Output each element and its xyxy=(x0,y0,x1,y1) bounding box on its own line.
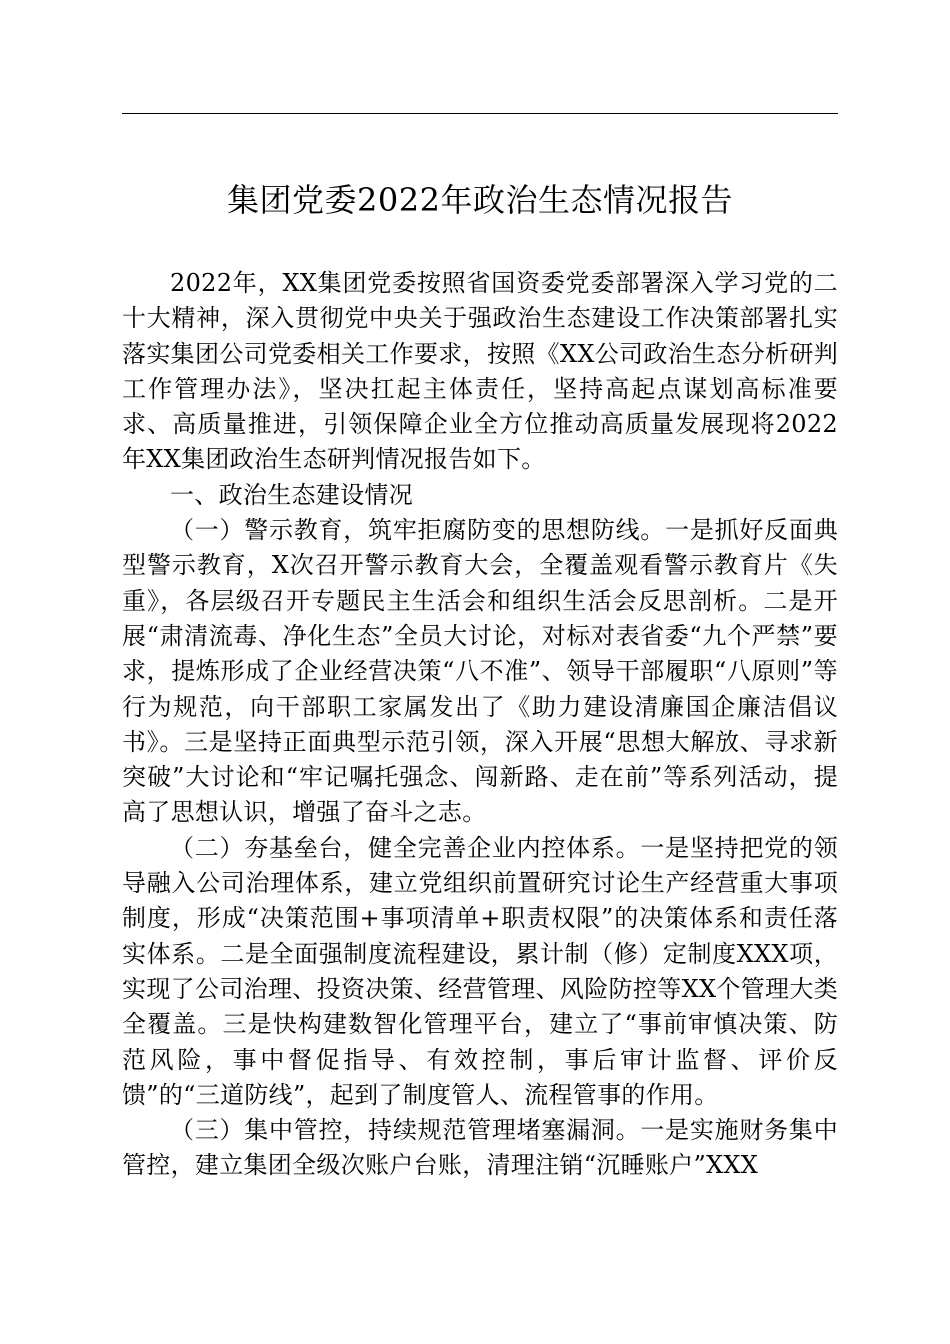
body-paragraph: （一）警示教育，筑牢拒腐防变的思想防线。一是抓好反面典型警示教育，X次召开警示教育大会，全覆盖观看警示教育片《失重》，各层级召开专题民主生活会和组织生活会反思剖析。二是开展“肃清流毒、净化生态”全员大讨论，对标对表省委“九个严禁”要求，提炼形成了企业经营决策“八不准”、领导干部履职“八原则”等行为规范，向干部职工家属发出了《助力建设清廉国企廉洁倡议书》。三是坚持正面典型示范引领，深入开展“思想大解放、寻求新突破”大讨论和“牢记嘱托强念、闯新路、走在前”等系列活动，提高了思想认识，增强了奋斗之志。 xyxy=(122,516,838,827)
body-paragraph: （二）夯基垒台，健全完善企业内控体系。一是坚持把党的领导融入公司治理体系，建立党组织前置研究讨论生产经营重大事项制度，形成“决策范围+事项清单+职责权限”的决策体系和责任落实体系。二是全面强制度流程建设，累计制（修）定制度XXX项，实现了公司治理、投资决策、经营管理、风险防控等XX个管理大类全覆盖。三是快构建数智化管理平台，建立了“事前审慎决策、防范风险，事中督促指导、有效控制，事后审计监督、评价反馈”的“三道防线”，起到了制度管人、流程管事的作用。 xyxy=(122,833,838,1109)
body-paragraph: （三）集中管控，持续规范管理堵塞漏洞。一是实施财务集中管控，建立集团全级次账户台账，清理注销“沉睡账户”XXX xyxy=(122,1116,838,1180)
header-rule xyxy=(122,113,838,114)
section-heading: 一、政治生态建设情况 xyxy=(170,480,413,509)
intro-paragraph: 2022年，XX集团党委按照省国资委党委部署深入学习党的二十大精神，深入贯彻党中央关于强政治生态建设工作决策部署扎实落实集团公司党委相关工作要求，按照《XX公司政治生态分析研判工作管理办法》，坚决扛起主体责任，坚持高起点谋划高标准要求、高质量推进，引领保障企业全方位推动高质量发展现将2022年XX集团政治生态研判情况报告如下。 xyxy=(122,269,838,474)
document-body xyxy=(122,266,838,1184)
document-title: 集团党委2022年政治生态情况报告 xyxy=(227,181,733,219)
